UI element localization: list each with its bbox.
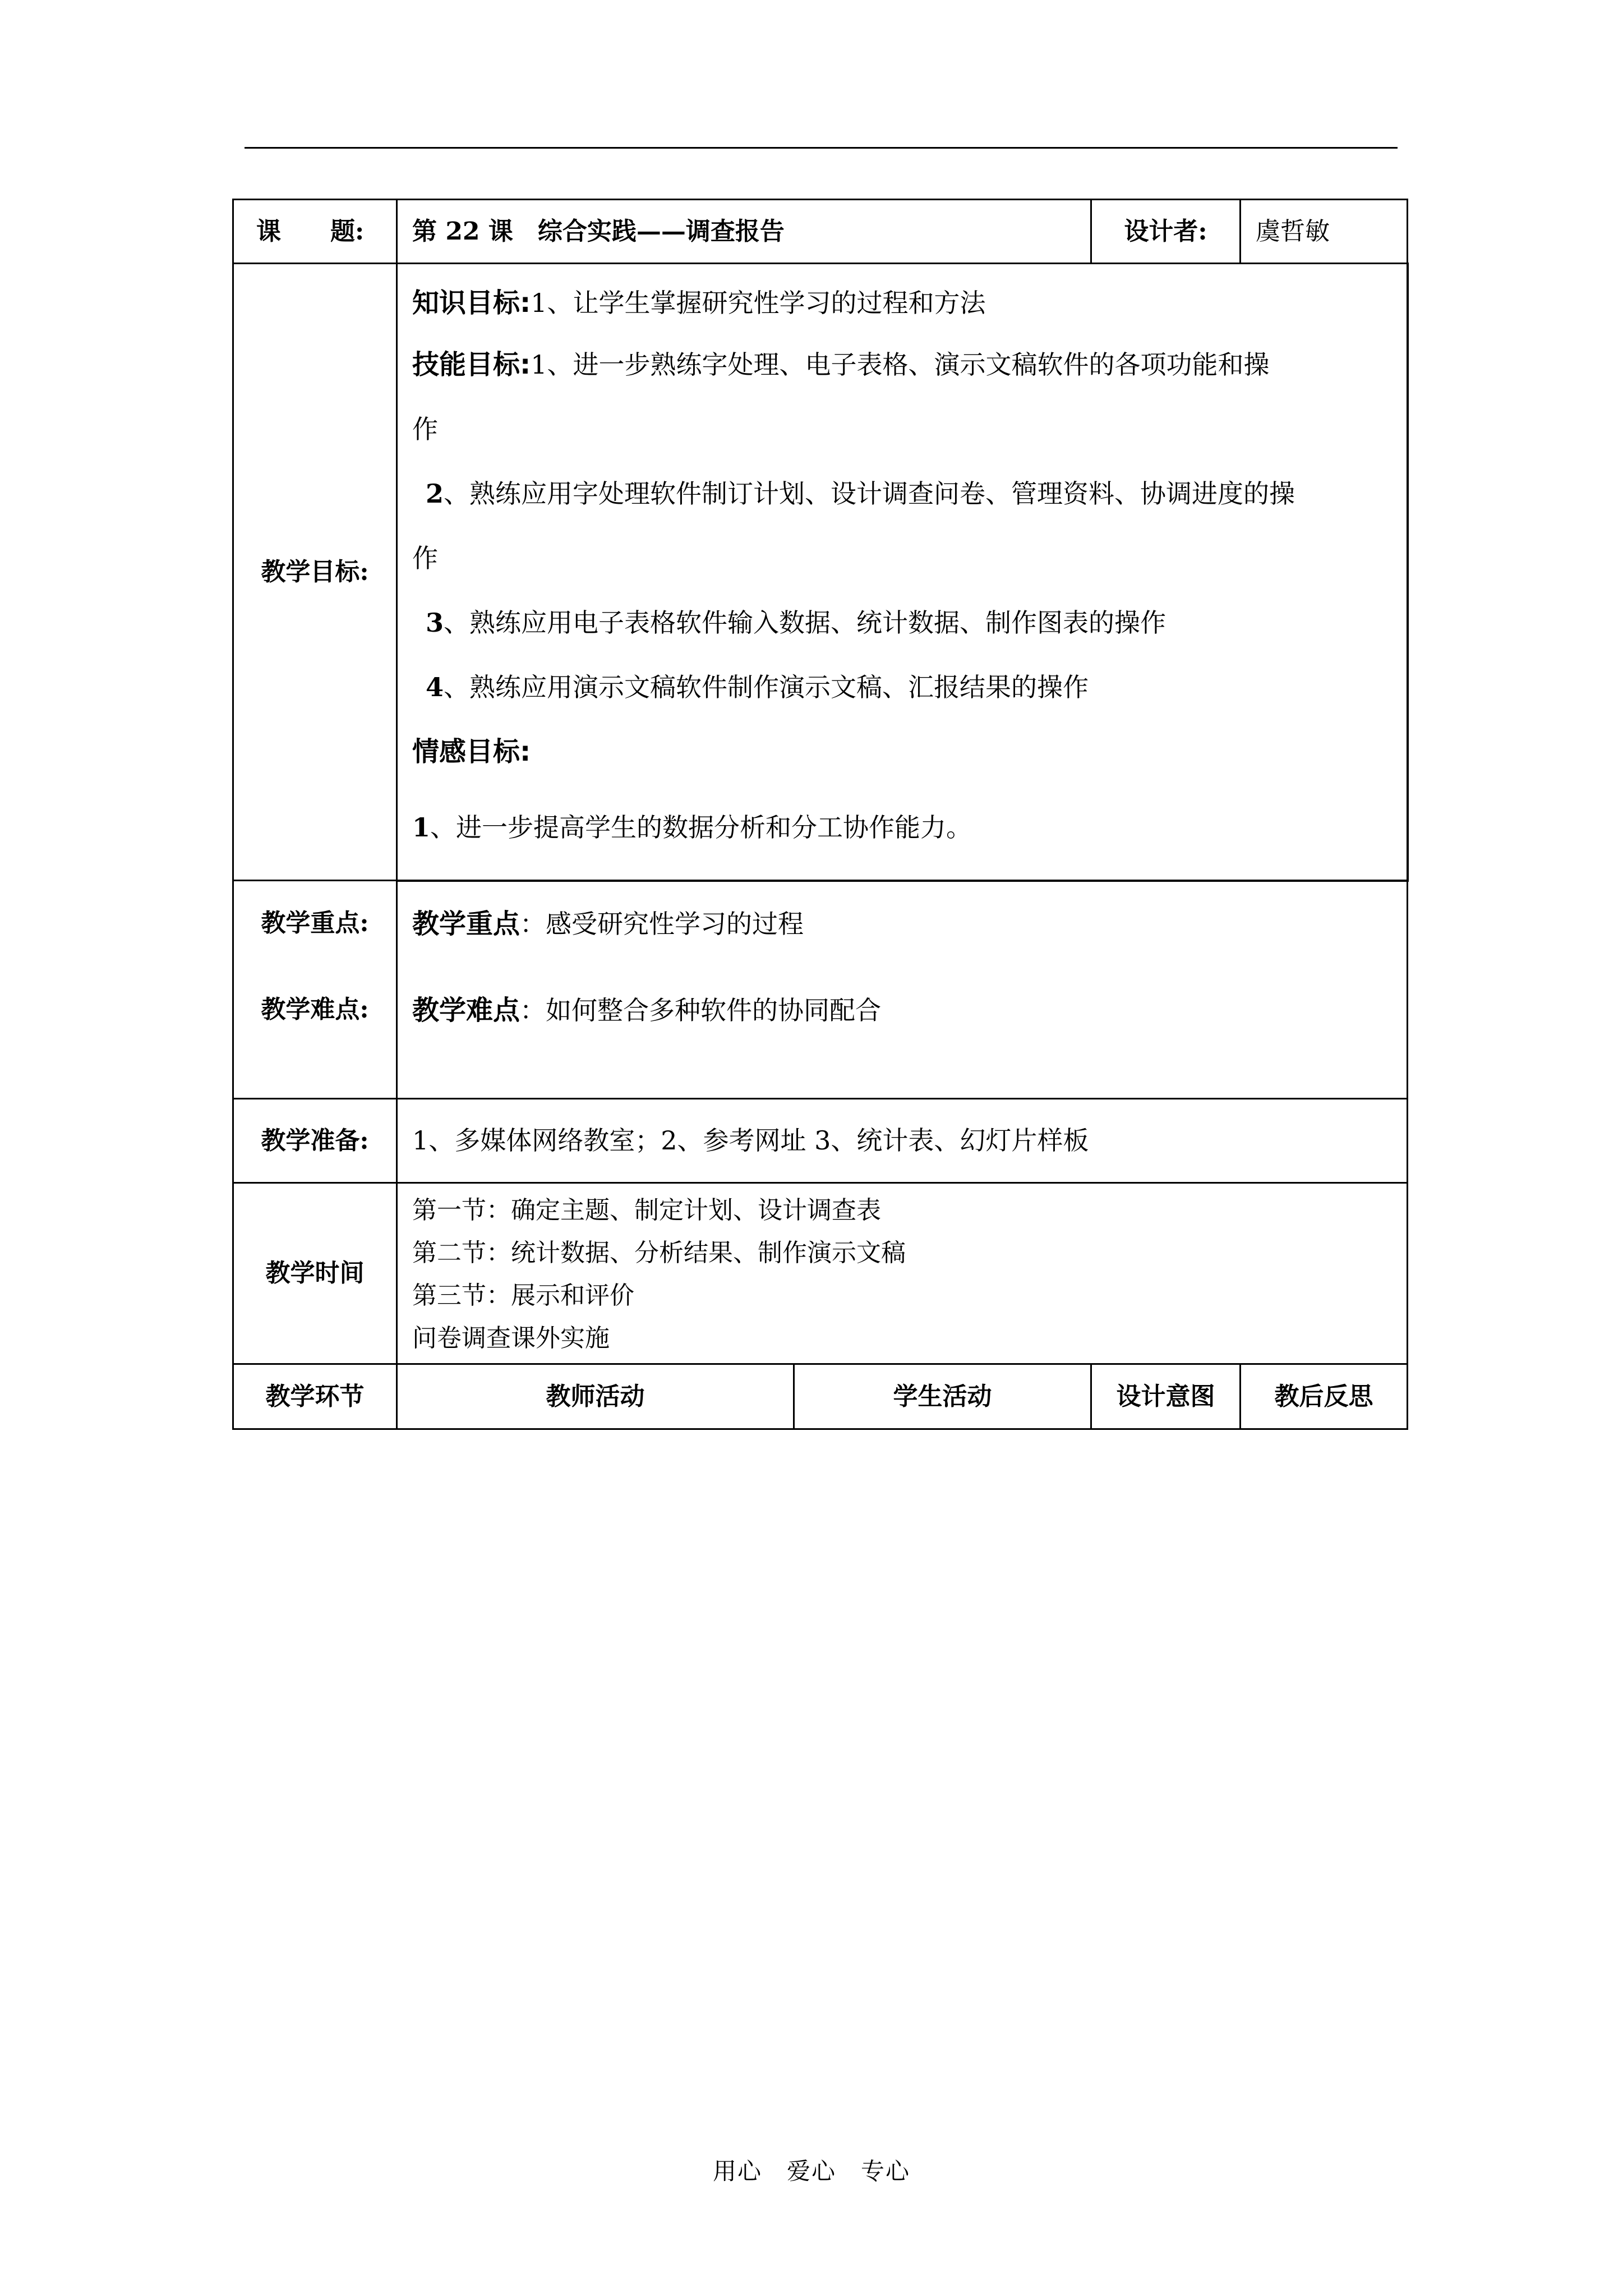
skill-3-text: 、熟练应用电子表格软件输入数据、统计数据、制作图表的操作 [444,608,1166,638]
skill-text-1: 1、进一步熟练字处理、电子表格、演示文稿软件的各项功能和操 [531,349,1270,380]
objectives-content [397,264,1408,881]
skill-item-3 [412,592,1399,654]
knowledge-text: 1、让学生掌握研究性学习的过程和方法 [531,288,986,318]
page-footer: 用心 爱心 专心 [712,2157,910,2185]
skill-3-num: 3 [426,608,444,638]
header-teaching-step: 教学环节 [233,1364,397,1429]
time-label: 教学时间 [233,1183,397,1364]
emotion-1-num: 1 [412,812,431,843]
skill-item-2 [412,463,1399,524]
subject-label: 课 题: [233,200,397,264]
prep-row [233,1099,1408,1183]
skill-objective [412,334,1399,395]
key-points-row [233,881,1408,1099]
designer-value: 虞哲敏 [1241,200,1408,264]
skill-2-text: 、熟练应用字处理软件制订计划、设计调查问卷、管理资料、协调进度的操 [444,478,1295,509]
key-heading: 教学重点 [412,908,520,940]
prep-text: 1、多媒体网络教室；2、参考网址 3、统计表、幻灯片样板 [397,1099,1408,1183]
objectives-row [233,264,1408,881]
key-text: ：感受研究性学习的过程 [520,908,804,939]
emotion-heading: 情感目标: [412,736,531,767]
knowledge-objective [412,272,1399,334]
time-line-1: 第一节：确定主题、制定计划、设计调查表 [412,1196,881,1225]
skill-heading: 技能目标: [412,349,531,380]
skill-text-1-cont: 作 [412,414,438,444]
skill-2-cont: 作 [412,543,438,573]
key-point [412,904,1392,991]
header-teacher-activity: 教师活动 [397,1364,794,1429]
designer-label: 设计者: [1091,200,1241,264]
time-row [233,1183,1408,1364]
emotion-item-1 [412,783,1399,872]
difficulty-text: ：如何整合多种软件的协同配合 [520,995,882,1025]
section-header-row [233,1364,1408,1429]
key-points-content [397,881,1408,1099]
skill-4-text: 、熟练应用演示文稿软件制作演示文稿、汇报结果的操作 [444,672,1089,702]
time-line-2: 第二节：统计数据、分析结果、制作演示文稿 [412,1239,906,1267]
skill-item-4 [412,654,1399,721]
difficulty-point [412,991,1392,1077]
difficulty-label: 教学难点: [261,995,369,1024]
header-student-activity: 学生活动 [794,1364,1091,1429]
time-content [397,1183,1408,1364]
skill-2-num: 2 [426,478,444,509]
emotion-1-text: 、进一步提高学生的数据分析和分工协作能力。 [430,812,972,843]
header-rule [245,147,1398,149]
emotion-heading-line [412,721,1399,783]
subject-value: 第 22 课 综合实践——调查报告 [397,200,1091,264]
knowledge-heading: 知识目标: [412,287,531,319]
difficulty-heading: 教学难点 [412,994,520,1026]
lesson-plan-table [232,199,1409,1430]
time-line-3: 第三节：展示和评价 [412,1281,634,1310]
prep-label: 教学准备: [233,1099,397,1183]
skill-4-num: 4 [426,672,444,702]
header-design-intent: 设计意图 [1091,1364,1241,1429]
key-label: 教学重点: [261,909,369,937]
title-row [233,200,1408,264]
time-line-4: 问卷调查课外实施 [412,1324,610,1352]
objectives-label: 教学目标: [233,264,397,881]
header-reflection: 教后反思 [1241,1364,1408,1429]
key-labels-cell [233,881,397,1099]
